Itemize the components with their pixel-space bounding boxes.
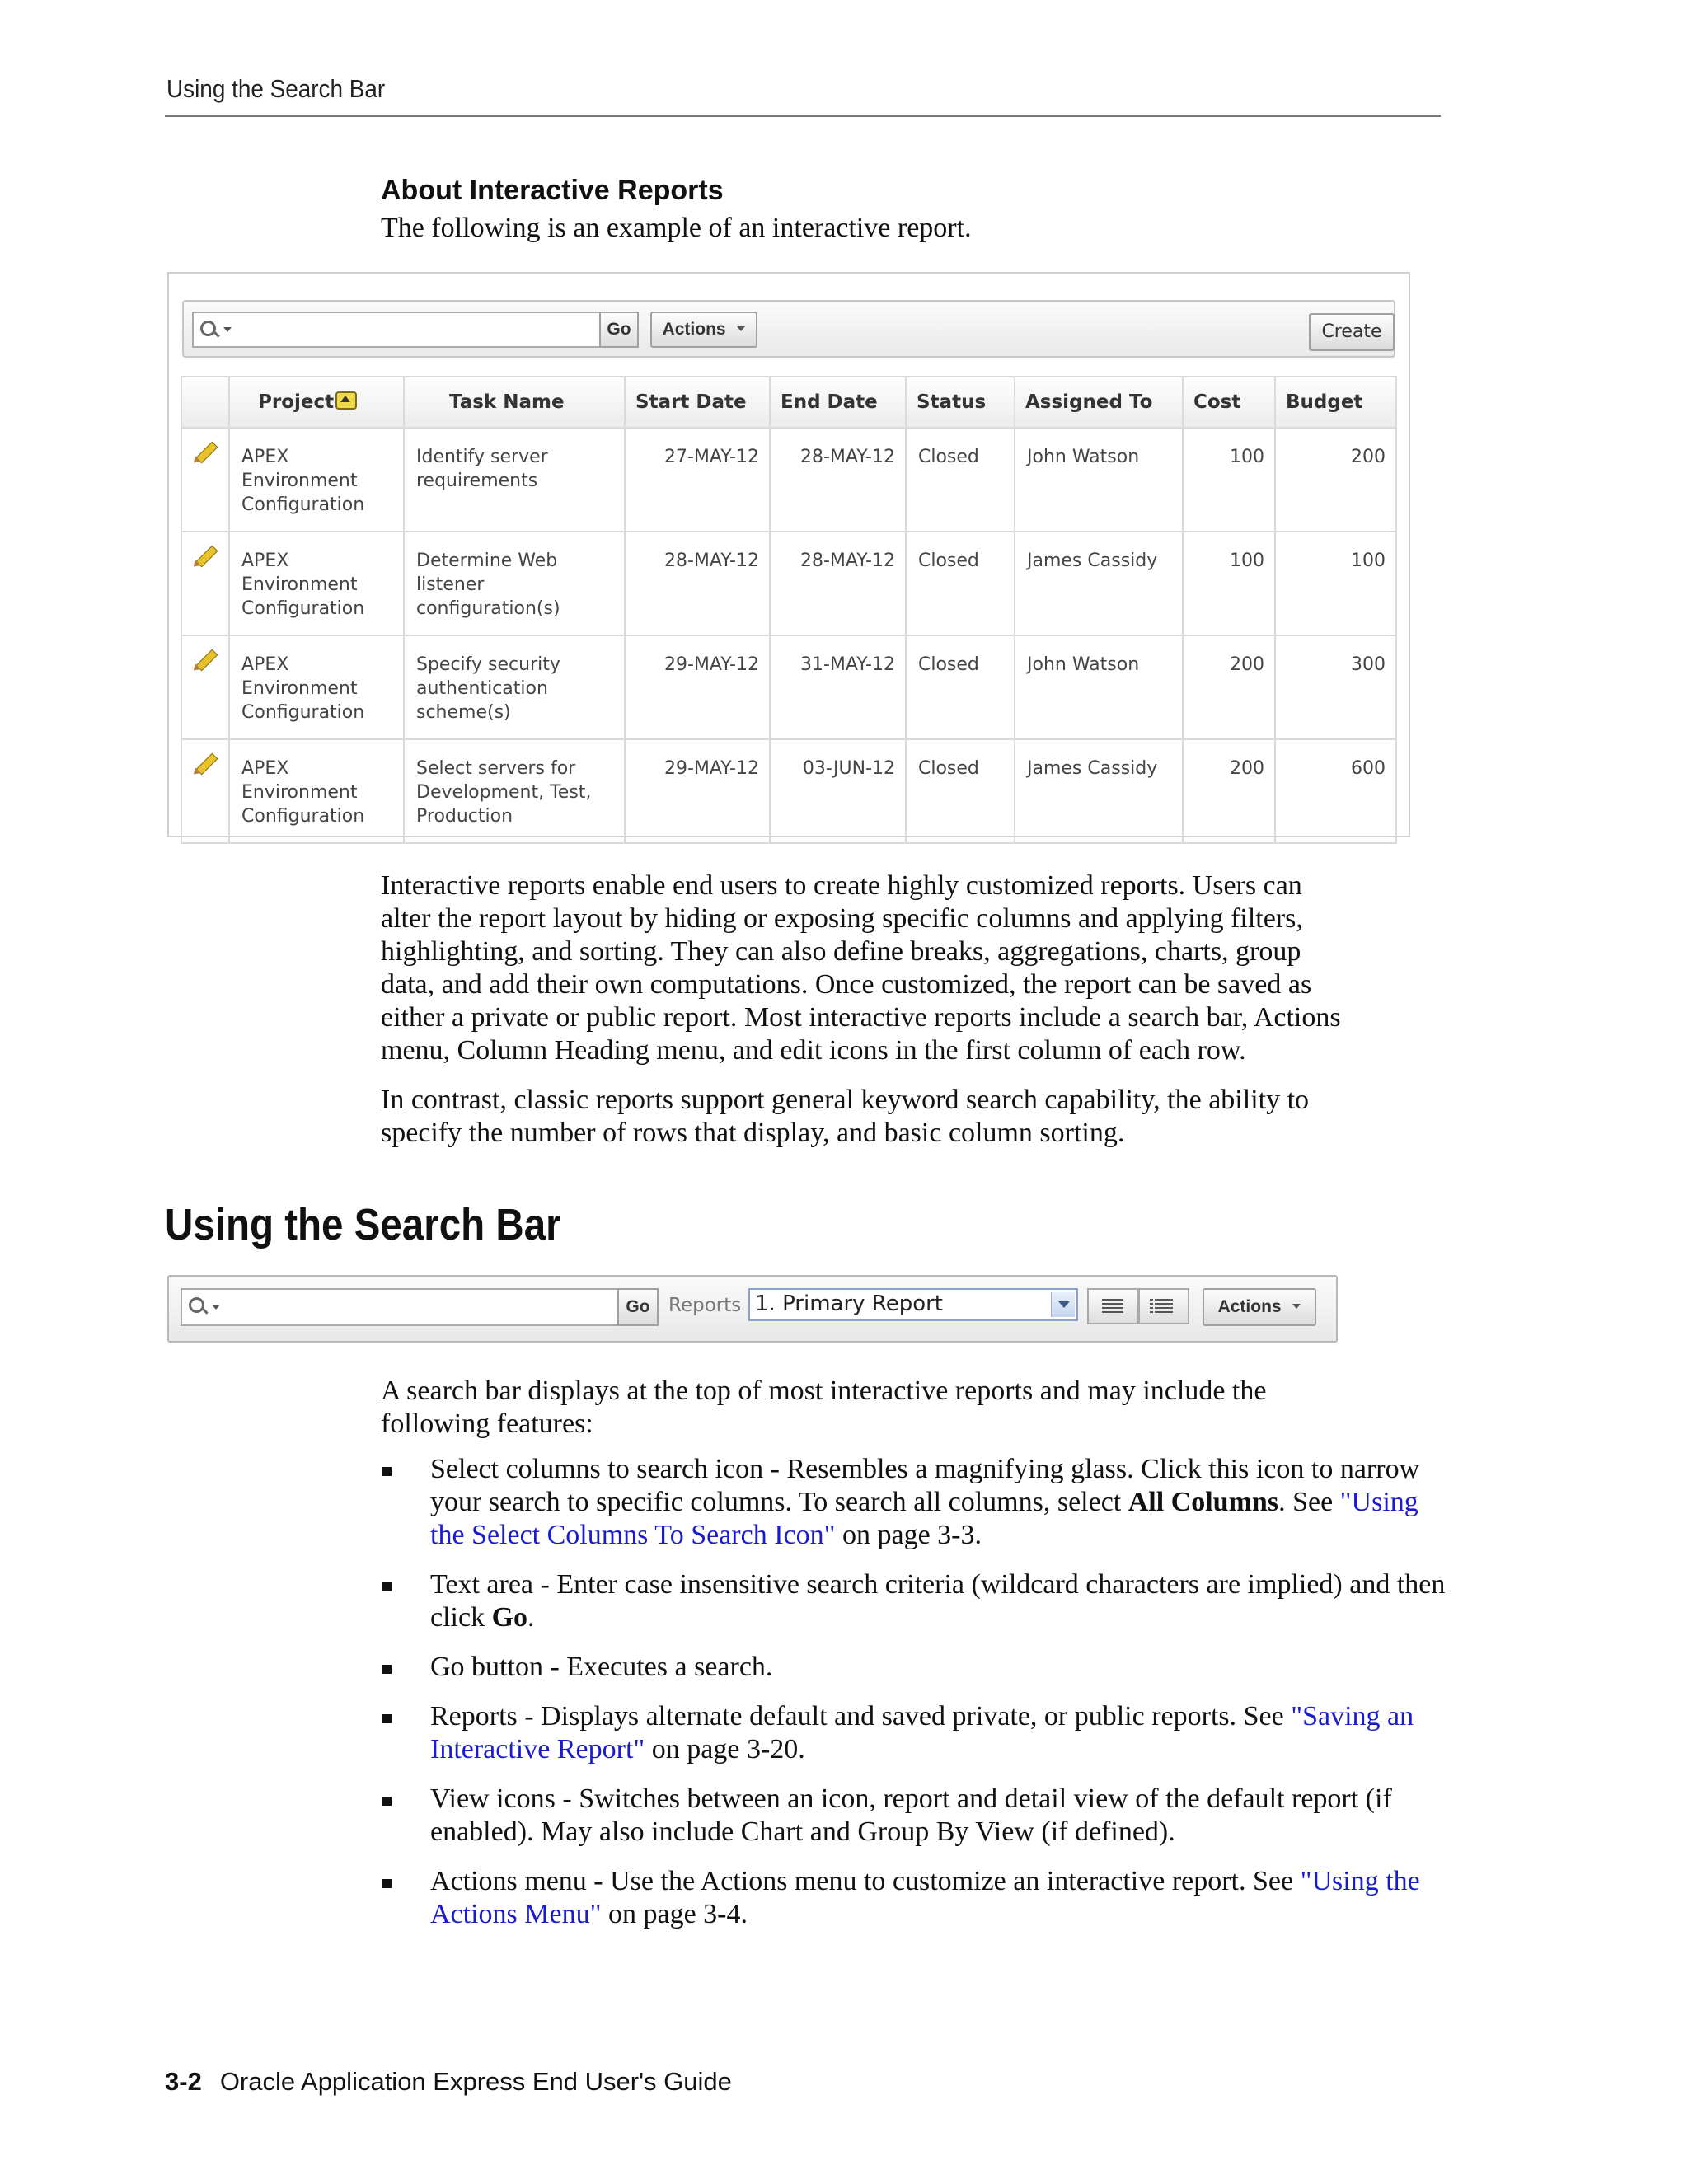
edit-cell[interactable] xyxy=(181,739,229,843)
pencil-icon[interactable] xyxy=(192,750,217,775)
detail-view-button[interactable] xyxy=(1138,1288,1189,1324)
edit-cell[interactable] xyxy=(181,635,229,739)
task-cell: Select servers for Development, Test, Production xyxy=(404,739,625,843)
list-item: Select columns to search icon - Resembles a magnifying glass. Click this icon to narrow your search to specific columns. To search all columns, select All Columns. See "Using the Select Columns To Search Icon" on page 3-3. xyxy=(381,1453,1452,1552)
interactive-report-screenshot xyxy=(167,272,1410,837)
table-row xyxy=(181,532,1396,635)
chevron-down-icon[interactable] xyxy=(223,327,232,332)
bullet-icon xyxy=(382,1879,392,1888)
bullet-icon xyxy=(382,1467,392,1476)
bullet-icon xyxy=(382,1797,392,1806)
list-item: Actions menu - Use the Actions menu to customize an interactive report. See "Using the Actions Menu" on page 3-4. xyxy=(381,1865,1452,1931)
status-cell: Closed xyxy=(906,739,1015,843)
budget-cell: 300 xyxy=(1275,635,1396,739)
section-title: Using the Search Bar xyxy=(165,1200,561,1249)
assigned-to-cell: John Watson xyxy=(1015,428,1183,532)
column-header-cost[interactable]: Cost xyxy=(1183,377,1275,428)
bullet-icon xyxy=(382,1582,392,1591)
task-cell: Determine Web listener configuration(s) xyxy=(404,532,625,635)
report-view-icon xyxy=(1102,1299,1123,1314)
table-row xyxy=(181,428,1396,532)
reports-label: Reports xyxy=(668,1295,742,1316)
list-item: Go button - Executes a search. xyxy=(381,1651,1452,1684)
assigned-to-cell: James Cassidy xyxy=(1015,532,1183,635)
start-date-cell: 27-MAY-12 xyxy=(625,428,770,532)
list-item: Reports - Displays alternate default and saved private, or public reports. See "Saving an Interactive Report" on page 3-20. xyxy=(381,1700,1452,1766)
dropdown-arrow-icon[interactable] xyxy=(1051,1292,1075,1317)
sort-ascending-icon[interactable] xyxy=(335,391,357,410)
end-date-cell: 03-JUN-12 xyxy=(770,739,906,843)
status-cell: Closed xyxy=(906,532,1015,635)
section-heading: About Interactive Reports xyxy=(381,175,724,206)
search-field[interactable] xyxy=(192,312,631,348)
column-header-start-date[interactable]: Start Date xyxy=(625,377,770,428)
edit-cell[interactable] xyxy=(181,532,229,635)
header-rule xyxy=(165,115,1441,117)
intro-text: The following is an example of an interactive report. xyxy=(381,213,972,243)
column-header-budget[interactable]: Budget xyxy=(1275,377,1396,428)
go-button[interactable]: Go xyxy=(617,1288,659,1326)
chevron-down-icon[interactable] xyxy=(212,1305,220,1310)
assigned-to-cell: James Cassidy xyxy=(1015,739,1183,843)
start-date-cell: 29-MAY-12 xyxy=(625,635,770,739)
paragraph-classic-reports: In contrast, classic reports support general keyword search capability, the ability to specify the number of rows that display, and basic column sorting. xyxy=(381,1085,1310,1148)
page-footer xyxy=(165,2067,732,2097)
end-date-cell: 28-MAY-12 xyxy=(770,532,906,635)
cost-cell: 200 xyxy=(1183,739,1275,843)
pencil-icon[interactable] xyxy=(192,646,217,671)
report-toolbar xyxy=(182,300,1395,358)
task-cell: Identify server requirements xyxy=(404,428,625,532)
table-row xyxy=(181,739,1396,843)
task-cell: Specify security authentication scheme(s) xyxy=(404,635,625,739)
end-date-cell: 31-MAY-12 xyxy=(770,635,906,739)
pencil-icon[interactable] xyxy=(192,542,217,567)
end-date-cell: 28-MAY-12 xyxy=(770,428,906,532)
column-header-end-date[interactable]: End Date xyxy=(770,377,906,428)
start-date-cell: 29-MAY-12 xyxy=(625,739,770,843)
bullet-icon xyxy=(382,1714,392,1723)
running-header: Using the Search Bar xyxy=(166,74,386,103)
magnifying-glass-icon[interactable] xyxy=(200,321,218,339)
assigned-to-cell: John Watson xyxy=(1015,635,1183,739)
cost-cell: 100 xyxy=(1183,428,1275,532)
link-actions-menu[interactable]: "Using the Actions Menu" xyxy=(430,1866,1420,1929)
report-view-button[interactable] xyxy=(1087,1288,1138,1324)
status-cell: Closed xyxy=(906,428,1015,532)
detail-view-icon xyxy=(1155,1299,1173,1314)
actions-button[interactable]: Actions xyxy=(650,312,757,348)
project-cell: APEX Environment Configuration xyxy=(229,739,404,843)
create-button[interactable]: Create xyxy=(1309,313,1395,351)
book-title: Oracle Application Express End User's Guide xyxy=(219,2067,732,2096)
cost-cell: 100 xyxy=(1183,532,1275,635)
link-saving-report[interactable]: "Saving an Interactive Report" xyxy=(430,1701,1414,1765)
edit-cell[interactable] xyxy=(181,428,229,532)
header-row xyxy=(181,377,1396,428)
table-row xyxy=(181,635,1396,739)
project-cell: APEX Environment Configuration xyxy=(229,428,404,532)
paragraph-interactive-reports: Interactive reports enable end users to create highly customized reports. Users can alter the report layout by hiding or exposing specific columns and applying filters, highlighting, and sorting. They can also define breaks, aggregations, charts, group data, and add their own computations. Once customized, the report can be saved as either a private or public report. Most interactive reports include a search bar, Actions menu, Column Heading menu, and edit icons in the first column of each row. xyxy=(381,870,1341,1066)
actions-button[interactable]: Actions xyxy=(1203,1288,1316,1326)
budget-cell: 100 xyxy=(1275,532,1396,635)
search-field[interactable] xyxy=(181,1288,621,1326)
magnifying-glass-icon[interactable] xyxy=(189,1297,207,1315)
pencil-icon[interactable] xyxy=(192,438,217,463)
column-header-assigned-to[interactable]: Assigned To xyxy=(1015,377,1183,428)
search-bar-screenshot xyxy=(167,1275,1338,1343)
chevron-down-icon xyxy=(737,326,745,331)
page-number: 3-2 xyxy=(165,2067,202,2096)
project-cell: APEX Environment Configuration xyxy=(229,635,404,739)
budget-cell: 600 xyxy=(1275,739,1396,843)
link-select-columns[interactable]: "Using the Select Columns To Search Icon" xyxy=(430,1487,1418,1550)
column-header-project[interactable]: Project xyxy=(229,377,404,428)
chevron-down-icon xyxy=(1292,1304,1301,1309)
cost-cell: 200 xyxy=(1183,635,1275,739)
paragraph-search-bar: A search bar displays at the top of most interactive reports and may include the following features: xyxy=(381,1376,1267,1439)
budget-cell: 200 xyxy=(1275,428,1396,532)
start-date-cell: 28-MAY-12 xyxy=(625,532,770,635)
status-cell: Closed xyxy=(906,635,1015,739)
edit-column-header xyxy=(181,377,229,428)
list-item: View icons - Switches between an icon, report and detail view of the default report (if enabled). May also include Chart and Group By View (if defined). xyxy=(381,1783,1452,1849)
list-item: Text area - Enter case insensitive search criteria (wildcard characters are implied) and then click Go. xyxy=(381,1568,1452,1634)
column-header-status[interactable]: Status xyxy=(906,377,1015,428)
report-table xyxy=(181,376,1397,844)
project-cell: APEX Environment Configuration xyxy=(229,532,404,635)
go-button[interactable]: Go xyxy=(599,312,639,348)
feature-list xyxy=(381,1453,1452,1947)
column-header-task-name[interactable]: Task Name xyxy=(404,377,625,428)
reports-select[interactable]: 1. Primary Report xyxy=(748,1288,1078,1321)
bullet-icon xyxy=(382,1665,392,1674)
